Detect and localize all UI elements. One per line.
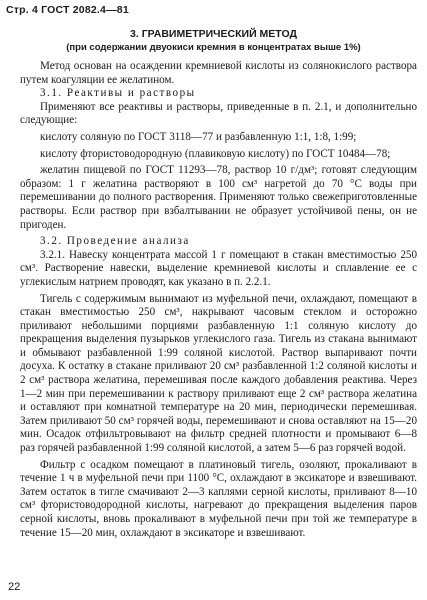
- paragraph-crucible: Тигель с содержимым вынимают из муфельной печи, охлаждают, помещают в стакан вместимостью 250 см³, накрывают часовым стеклом и осторожно приливают небольшими порциями разбавленную 1:1 соляную кислоту до прекращения выделения пузырьков углекислого газа. Тигель из стакана вынимают и обмывают разбавленной 1:99 соляной кислотой. Раствор выпаривают почти досуха. К остатку в стакане приливают 20 см³ разбавленной 1:2 соляной кислоты и 2 см³ раствора желатина, перемешивая после каждого добавления реактива. Через 1—2 мин при перемешивании к раствору приливают еще 2 см³ раствора желатина и оставляют при комнатной температуре на 20 мин, периодически перемешивая. Затем приливают 50 см³ горячей воды, перемешивают и снова оставляют на 15—20 мин. Осадок отфильтровывают на фильтр средней плотности и промывают 6—8 раз горячей разбавленной 1:99 соляной кислотой, а затем 5—6 раз горячей водой.: [20, 292, 417, 455]
- document-body: [20, 60, 417, 540]
- paragraph-reagents: Применяют все реактивы и растворы, приведенные в п. 2.1, и дополнительно следующие:: [20, 100, 417, 127]
- paragraph-filter: Фильтр с осадком помещают в платиновый тигель, озоляют, прокаливают в течение 1 ч в муфельной печи при 1100 °С, охлаждают в эксикаторе и взвешивают. Затем остаток в тигле смачивают 2—3 каплями серной кислоты, приливают 8—10 см³ фтористоводородной кислоты, нагревают до прекращения выделения паров серной кислоты, вновь прокаливают в муфельной печи при той же температуре в течение 15—20 мин, охлаждают в эксикаторе и взвешивают.: [20, 458, 417, 539]
- page-number: 22: [8, 581, 21, 593]
- paragraph-sample: 3.2.1. Навеску концентрата массой 1 г помещают в стакан вместимостью 250 см³. Растворение навески, выделение кремниевой кислоты и сплавление ее с углекислым натрием проводят, как указано в п. 2.2.1.: [20, 248, 417, 288]
- list-item-hydrochloric-acid: кислоту соляную по ГОСТ 3118—77 и разбавленную 1:1, 1:8, 1:99;: [40, 130, 357, 143]
- list-item-hydrofluoric-acid: кислоту фтористоводородную (плавиковую кислоту) по ГОСТ 10484—78;: [40, 147, 391, 160]
- page-header: Стр. 4 ГОСТ 2082.4—81: [6, 4, 129, 16]
- list-item-gelatin: желатин пищевой по ГОСТ 11293—78, раствор 10 г/дм³; готовят следующим образом: 1 г желатина растворяют в 100 см³ нагретой до 70 °С воды при перемешивании до полного растворения. Применяют только свежеприготовленные растворы. Если раствор при взбалтывании не образует устойчивой пены, он не пригоден.: [20, 164, 417, 231]
- paragraph-intro: Метод основан на осаждении кремниевой кислоты из солянокислого раствора путем коагуляции ее желатином.: [20, 60, 417, 86]
- subsection-heading-analysis: 3.2. Проведение анализа: [40, 235, 190, 248]
- subsection-heading-reagents: 3.1. Реактивы и растворы: [40, 87, 196, 100]
- section-title: 3. ГРАВИМЕТРИЧЕСКИЙ МЕТОД: [130, 28, 297, 40]
- section-subtitle: (при содержании двуокиси кремния в концентратах выше 1%): [66, 42, 361, 53]
